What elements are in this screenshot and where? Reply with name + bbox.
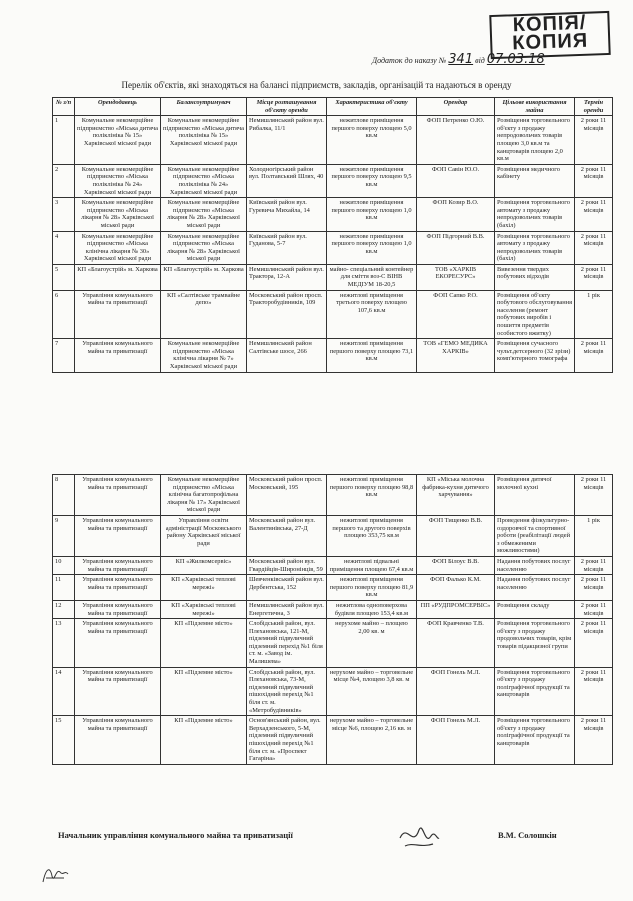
tenant-cell: ФОП Козир В.О.: [417, 198, 495, 231]
tenant-cell: ФОП Гонель М.Л.: [417, 667, 495, 716]
row-number: 1: [53, 116, 75, 165]
row-number: 11: [53, 575, 75, 601]
term-cell: 2 роки 11 місяців: [575, 716, 613, 765]
location-cell: Московський район просп. Московський, 195: [247, 475, 327, 516]
row-number: 5: [53, 264, 75, 290]
tenant-cell: ТОВ «ХАРКІВ ЕКОРЕСУРС»: [417, 264, 495, 290]
balance-holder-cell: КП «Підземне місто»: [161, 667, 247, 716]
lessor-cell: Управління комунального майна та приватизації: [75, 556, 161, 574]
purpose-cell: Розміщення торговельного об'єкту з продажу поліграфічної продукції та канцтоварів: [495, 667, 575, 716]
balance-holder-cell: Комунальне некомерційне підприємство «Міська лікарня № 28» Харківської міської ради: [161, 231, 247, 264]
table-row: [53, 716, 613, 765]
term-cell: 1 рік: [575, 515, 613, 556]
purpose-cell: Розміщення торговельного об'єкту з продажу поліграфічної продукції та канцтоварів: [495, 716, 575, 765]
row-number: 2: [53, 164, 75, 197]
purpose-cell: Розміщення складу: [495, 600, 575, 618]
term-cell: 2 роки 11 місяців: [575, 264, 613, 290]
balance-holder-cell: КП «Харківські теплові мережі»: [161, 600, 247, 618]
lessor-cell: Управління комунального майна та приватизації: [75, 667, 161, 716]
tenant-cell: КП «Міська молочна фабрика-кухня дитячого харчування»: [417, 475, 495, 516]
balance-holder-cell: Комунальне некомерційне підприємство «Міська поліклініка № 24» Харківської міської ради: [161, 164, 247, 197]
balance-holder-cell: Комунальне некомерційне підприємство «Міська клінічна лікарня № 7» Харківської міської ради: [161, 339, 247, 372]
table-row: [53, 475, 613, 516]
location-cell: Московський район вул. Валентинівська, 27-Д: [247, 515, 327, 556]
term-cell: 1 рік: [575, 290, 613, 339]
row-number: 15: [53, 716, 75, 765]
characteristics-cell: нежитлові приміщення третього поверху площею 107,6 кв.м: [327, 290, 417, 339]
purpose-cell: Розміщення торговельного автомату з продажу непродовольчих товарів (бахіл): [495, 231, 575, 264]
term-cell: 2 роки 11 місяців: [575, 164, 613, 197]
characteristics-cell: нежитлові приміщення першого поверху площею 73,1 кв.м: [327, 339, 417, 372]
tenant-cell: ФОП Тищенко В.В.: [417, 515, 495, 556]
term-cell: 2 роки 11 місяців: [575, 475, 613, 516]
lessor-cell: Управління комунального майна та приватизації: [75, 619, 161, 668]
characteristics-cell: нежитлові приміщення першого поверху площею 98,8 кв.м: [327, 475, 417, 516]
objects-table-part1: [52, 97, 613, 373]
header-balance-holder: Балансоутримувач: [161, 98, 247, 116]
balance-holder-cell: КП «Салтівське трамвайне депо»: [161, 290, 247, 339]
table-row: [53, 198, 613, 231]
characteristics-cell: нежитлові приміщення першого та другого поверхів площею 353,75 кв.м: [327, 515, 417, 556]
balance-holder-cell: Комунальне некомерційне підприємство «Міська лікарня № 28» Харківської міської ради: [161, 198, 247, 231]
term-cell: 2 роки 11 місяців: [575, 198, 613, 231]
table-row: [53, 264, 613, 290]
lessor-cell: Управління комунального майна та приватизації: [75, 475, 161, 516]
term-cell: 2 роки 11 місяців: [575, 667, 613, 716]
characteristics-cell: нерухоме майно – площею 2,00 кв. м: [327, 619, 417, 668]
location-cell: Немишлянський район вул. Енергетична, 3: [247, 600, 327, 618]
location-cell: Київський район вул. Гуданова, 5-7: [247, 231, 327, 264]
balance-holder-cell: КП «Підземне місто»: [161, 716, 247, 765]
footer-position: Начальник управління комунального майна та приватизації: [58, 830, 293, 840]
row-number: 4: [53, 231, 75, 264]
balance-holder-cell: КП «Благоустрій» м. Харкова: [161, 264, 247, 290]
location-cell: Холодногірський район вул. Полтавський Шлях, 40: [247, 164, 327, 197]
characteristics-cell: нерухоме майно – торговельне місце №6, площею 2,16 кв. м: [327, 716, 417, 765]
purpose-cell: Розміщення медичного кабінету: [495, 164, 575, 197]
purpose-cell: Розміщення сучасного чульт.детсерного (32 зрізи) комп'ютерного томографа: [495, 339, 575, 372]
table-row: [53, 339, 613, 372]
header-characteristics: Характеристика об'єкту: [327, 98, 417, 116]
table-row: [53, 164, 613, 197]
tenant-cell: ФОП Фалько К.М.: [417, 575, 495, 601]
row-number: 9: [53, 515, 75, 556]
header-number: № з/п: [53, 98, 75, 116]
lessor-cell: Комунальне некомерційне підприємство «Міська поліклініка № 24» Харківської міської ради: [75, 164, 161, 197]
lessor-cell: Комунальне некомерційне підприємство «Міська клінічна лікарня № 30» Харківської міської ради: [75, 231, 161, 264]
lessor-cell: Управління комунального майна та приватизації: [75, 575, 161, 601]
table-header-row: [53, 98, 613, 116]
characteristics-cell: нежитлове приміщення першого поверху площею 5,0 кв.м: [327, 116, 417, 165]
lessor-cell: КП «Благоустрій» м. Харкова: [75, 264, 161, 290]
row-number: 14: [53, 667, 75, 716]
characteristics-cell: нежитлове приміщення першого поверху площею 1,0 кв.м: [327, 231, 417, 264]
balance-holder-cell: КП «Жилкомсервіс»: [161, 556, 247, 574]
table-row: [53, 600, 613, 618]
tenant-cell: ФОП Сапко Р.О.: [417, 290, 495, 339]
term-cell: 2 роки 11 місяців: [575, 339, 613, 372]
term-cell: 2 роки 11 місяців: [575, 600, 613, 618]
table-row: [53, 667, 613, 716]
location-cell: Київський район вул. Гуревича Михайла, 14: [247, 198, 327, 231]
footer-name: В.М. Солошкін: [498, 830, 557, 840]
table-row: [53, 231, 613, 264]
location-cell: Московський район просп. Тракторобудівників, 109: [247, 290, 327, 339]
balance-holder-cell: Комунальне некомерційне підприємство «Міська дитяча поліклініка № 15» Харківської міської ради: [161, 116, 247, 165]
balance-holder-cell: Комунальне некомерційне підприємство «Міська клінічна багатопрофільна лікарня № 17» Харківської міської ради: [161, 475, 247, 516]
table-row: [53, 515, 613, 556]
balance-holder-cell: Управління освіти адміністрації Московського району Харківської міської ради: [161, 515, 247, 556]
location-cell: Слобідський район, вул. Плехановська, 73-М, підземний підвуличний пішохідний перехід №1 біля ст. м. «Метробудівників»: [247, 667, 327, 716]
purpose-cell: Проведення фізкультурно-оздоровчої та спортивної роботи (реабілітації людей з обмеженими можливостями): [495, 515, 575, 556]
table-row: [53, 575, 613, 601]
purpose-cell: Розміщення торговельного об'єкту з продажу продовольчих товарів, крім товарів підакцизної групи: [495, 619, 575, 668]
characteristics-cell: нежитлова одноповерхова будівля площею 153,4 кв.м: [327, 600, 417, 618]
term-cell: 2 роки 11 місяців: [575, 231, 613, 264]
purpose-cell: Вивезення твердих побутових відходів: [495, 264, 575, 290]
header-term: Термін оренди: [575, 98, 613, 116]
term-cell: 2 роки 11 місяців: [575, 556, 613, 574]
header-lessor: Орендодавець: [75, 98, 161, 116]
tenant-cell: ФОП Петренко О.Ю.: [417, 116, 495, 165]
lessor-cell: Управління комунального майна та приватизації: [75, 515, 161, 556]
location-cell: Немишлянський район Салтівське шосе, 266: [247, 339, 327, 372]
purpose-cell: Надання побутових послуг населенню: [495, 575, 575, 601]
table-row: [53, 116, 613, 165]
copy-stamp: КОПІЯ/ КОПИЯ: [489, 11, 610, 59]
header-tenant: Орендар: [417, 98, 495, 116]
tenant-cell: ФОП Гонель М.Л.: [417, 716, 495, 765]
characteristics-cell: нерухоме майно – торговельне місце №4, площею 3,8 кв. м: [327, 667, 417, 716]
location-cell: Московський район вул. Гвардійців-Широнінців, 59: [247, 556, 327, 574]
lessor-cell: Управління комунального майна та приватизації: [75, 600, 161, 618]
characteristics-cell: нежитлові приміщення першого поверху площею 81,9 кв.м: [327, 575, 417, 601]
initials-mark-image: [40, 862, 70, 887]
row-number: 12: [53, 600, 75, 618]
signature-image: [395, 818, 440, 853]
purpose-cell: Надання побутових послуг населенню: [495, 556, 575, 574]
lessor-cell: Управління комунального майна та приватизації: [75, 716, 161, 765]
annex-reference: Додаток до наказу № 341 від 07.03.18: [372, 52, 545, 67]
term-cell: 2 роки 11 місяців: [575, 619, 613, 668]
purpose-cell: Розміщення об'єкту побутового обслуговування населення (ремонт побутових виробів і пошиття предметів особистого вжитку): [495, 290, 575, 339]
purpose-cell: Розміщення торговельного автомату з продажу непродовольчих товарів (бахіл): [495, 198, 575, 231]
lessor-cell: Управління комунального майна та приватизації: [75, 290, 161, 339]
row-number: 8: [53, 475, 75, 516]
row-number: 13: [53, 619, 75, 668]
location-cell: Немишлянський район вул. Рибалка, 11/1: [247, 116, 327, 165]
header-purpose: Цільове використання майна: [495, 98, 575, 116]
characteristics-cell: нежитлове приміщення першого поверху площею 9,5 кв.м: [327, 164, 417, 197]
characteristics-cell: майно- спеціальний контейнер для сміття воз-С ВІНВ МЕДІУМ 18-20,5: [327, 264, 417, 290]
balance-holder-cell: КП «Підземне місто»: [161, 619, 247, 668]
location-cell: Шевченківський район вул. Дербентська, 152: [247, 575, 327, 601]
purpose-cell: Розміщення дитячої молочної кухні: [495, 475, 575, 516]
tenant-cell: ФОП Підгорний В.В.: [417, 231, 495, 264]
characteristics-cell: нежитлове приміщення першого поверху площею 1,0 кв.м: [327, 198, 417, 231]
tenant-cell: ФОП Савін Ю.О.: [417, 164, 495, 197]
table-row: [53, 556, 613, 574]
tenant-cell: ТОВ «ГЕМО МЕДИКА ХАРКІВ»: [417, 339, 495, 372]
lessor-cell: Комунальне некомерційне підприємство «Міська лікарня № 28» Харківської міської ради: [75, 198, 161, 231]
location-cell: Слобідський район, вул. Плехановська, 121-М, підземний підвуличний підземний перехід №1 біля ст. м. «Завод ім. Малишева»: [247, 619, 327, 668]
document-title: Перелік об'єктів, які знаходяться на балансі підприємств, закладів, організацій та надаються в оренду: [121, 80, 512, 90]
term-cell: 2 роки 11 місяців: [575, 116, 613, 165]
lessor-cell: Управління комунального майна та приватизації: [75, 339, 161, 372]
term-cell: 2 роки 11 місяців: [575, 575, 613, 601]
table-row: [53, 290, 613, 339]
tenant-cell: ФОП Кравченко Т.В.: [417, 619, 495, 668]
objects-table-part2: [52, 474, 613, 765]
lessor-cell: Комунальне некомерційне підприємство «Міська дитяча поліклініка № 15» Харківської міської ради: [75, 116, 161, 165]
row-number: 10: [53, 556, 75, 574]
location-cell: Немишлянський район вул. Трактора, 12-А: [247, 264, 327, 290]
tenant-cell: ПП «РУДПРОМСЕРВІС»: [417, 600, 495, 618]
row-number: 3: [53, 198, 75, 231]
balance-holder-cell: КП «Харківські теплові мережі»: [161, 575, 247, 601]
characteristics-cell: нежитлові підвальні приміщення площею 67,4 кв.м: [327, 556, 417, 574]
tenant-cell: ФОП Білоус В.В.: [417, 556, 495, 574]
header-location: Місце розташування об'єкту оренди: [247, 98, 327, 116]
table-row: [53, 619, 613, 668]
row-number: 7: [53, 339, 75, 372]
row-number: 6: [53, 290, 75, 339]
location-cell: Основ'янський район, вул. Верхадзенського, 5-М, підземний підвуличний пішохідний перехід №1 біля ст. м. «Проспект Гагаріна»: [247, 716, 327, 765]
purpose-cell: Розміщення торговельного об'єкту з продажу непродовольчих товарів площею 3,0 кв.м та канцтоварів площею 2,0 кв.м: [495, 116, 575, 165]
